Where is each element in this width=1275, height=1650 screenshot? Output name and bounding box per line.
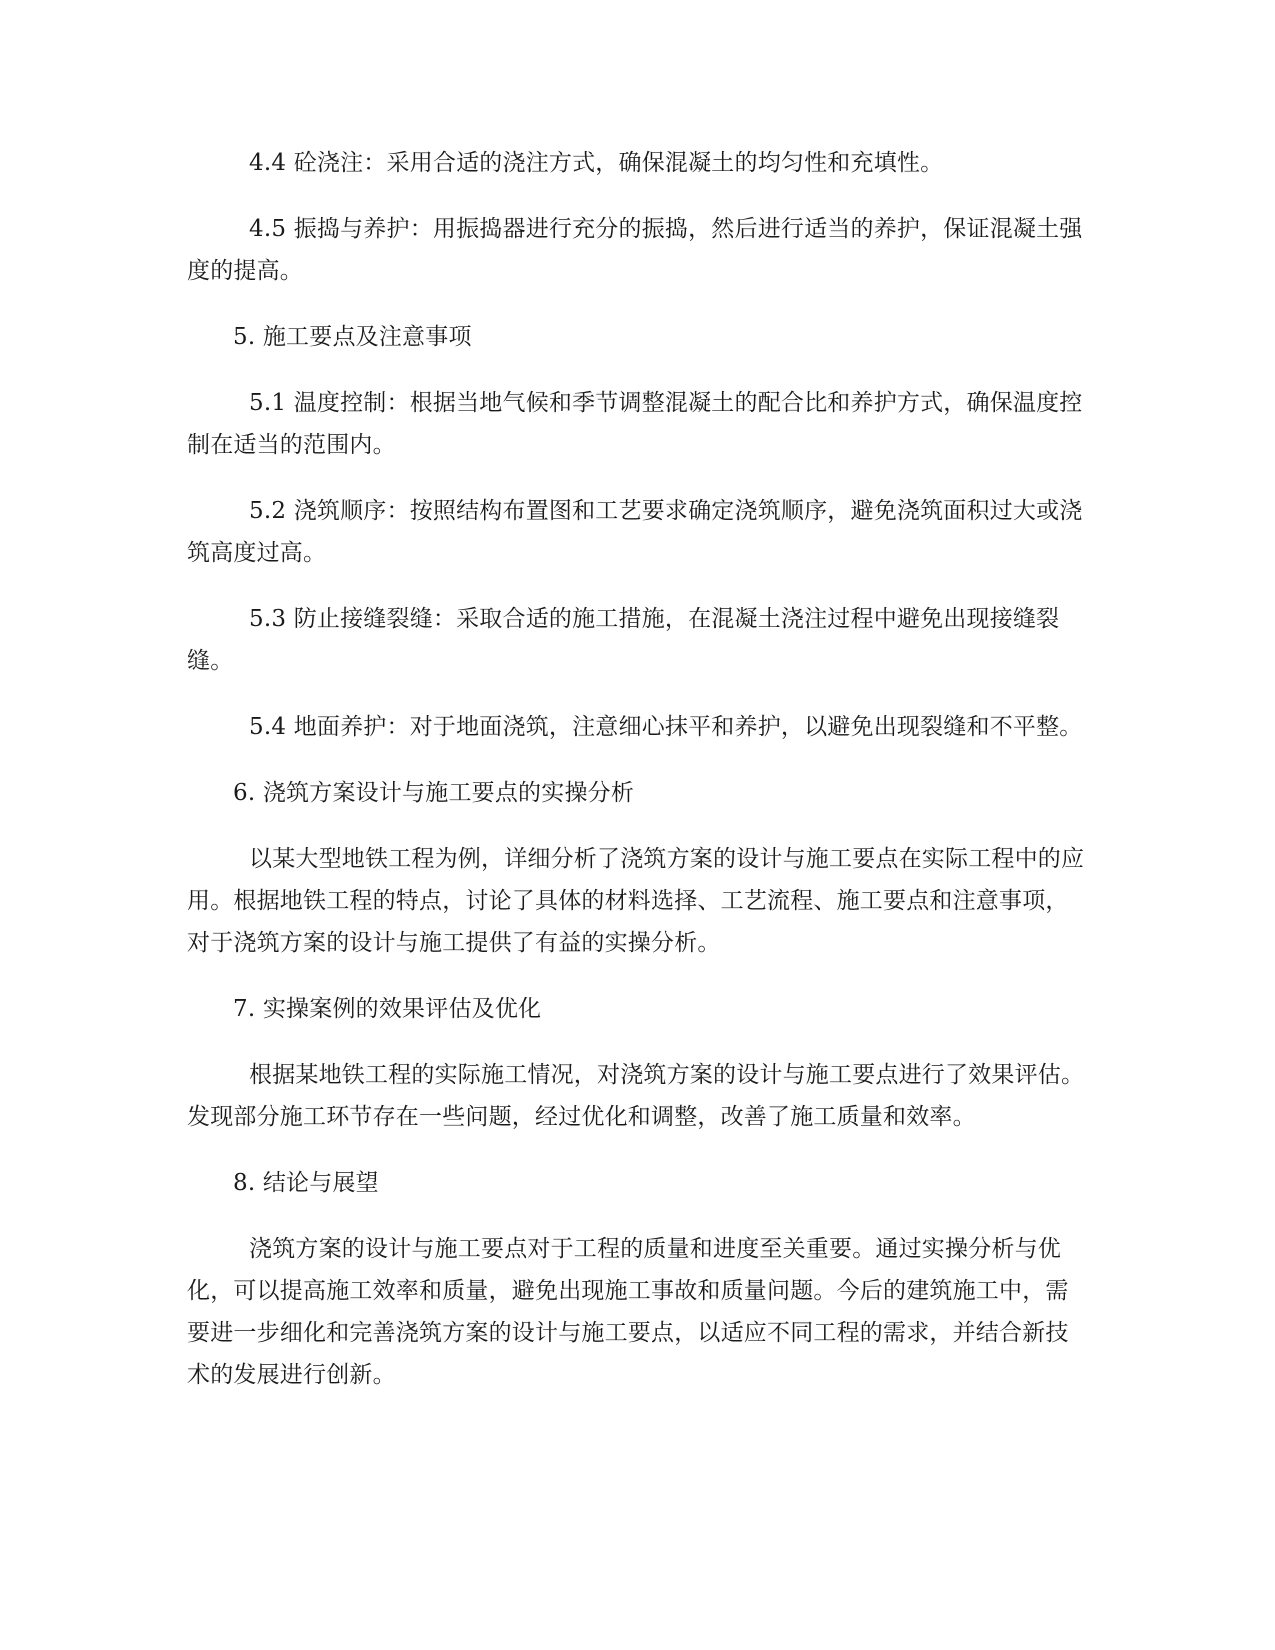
paragraph-8-body: 浇筑方案的设计与施工要点对于工程的质量和进度至关重要。通过实操分析与优化，可以提高施工效率和质量，避免出现施工事故和质量问题。今后的建筑施工中，需要进一步细化和完善浇筑方案的设计与施工要点，以适应不同工程的需求，并结合新技术的发展进行创新。 — [187, 1236, 1069, 1388]
section-heading-6: 6. 浇筑方案设计与施工要点的实操分析 — [233, 780, 635, 806]
paragraph-6-body: 以某大型地铁工程为例，详细分析了浇筑方案的设计与施工要点在实际工程中的应用。根据地铁工程的特点，讨论了具体的材料选择、工艺流程、施工要点和注意事项，对于浇筑方案的设计与施工提供了有益的实操分析。 — [187, 846, 1085, 956]
section-heading-7: 7. 实操案例的效果评估及优化 — [233, 996, 542, 1022]
document-body — [187, 142, 1087, 1420]
paragraph-5-1: 5.1 温度控制：根据当地气候和季节调整混凝土的配合比和养护方式，确保温度控制在适当的范围内。 — [187, 390, 1083, 458]
paragraph-4-4: 4.4 砼浇注：采用合适的浇注方式，确保混凝土的均匀性和充填性。 — [249, 150, 944, 176]
paragraph-5-2: 5.2 浇筑顺序：按照结构布置图和工艺要求确定浇筑顺序，避免浇筑面积过大或浇筑高度过高。 — [187, 498, 1083, 566]
paragraph-5-4: 5.4 地面养护：对于地面浇筑，注意细心抹平和养护，以避免出现裂缝和不平整。 — [249, 714, 1083, 740]
paragraph-5-3: 5.3 防止接缝裂缝：采取合适的施工措施，在混凝土浇注过程中避免出现接缝裂缝。 — [187, 606, 1060, 674]
paragraph-7-body: 根据某地铁工程的实际施工情况，对浇筑方案的设计与施工要点进行了效果评估。发现部分施工环节存在一些问题，经过优化和调整，改善了施工质量和效率。 — [187, 1062, 1085, 1130]
section-heading-8: 8. 结论与展望 — [233, 1170, 379, 1196]
section-heading-5: 5. 施工要点及注意事项 — [233, 324, 472, 350]
paragraph-4-5: 4.5 振捣与养护：用振捣器进行充分的振捣，然后进行适当的养护，保证混凝土强度的提高。 — [187, 216, 1083, 284]
